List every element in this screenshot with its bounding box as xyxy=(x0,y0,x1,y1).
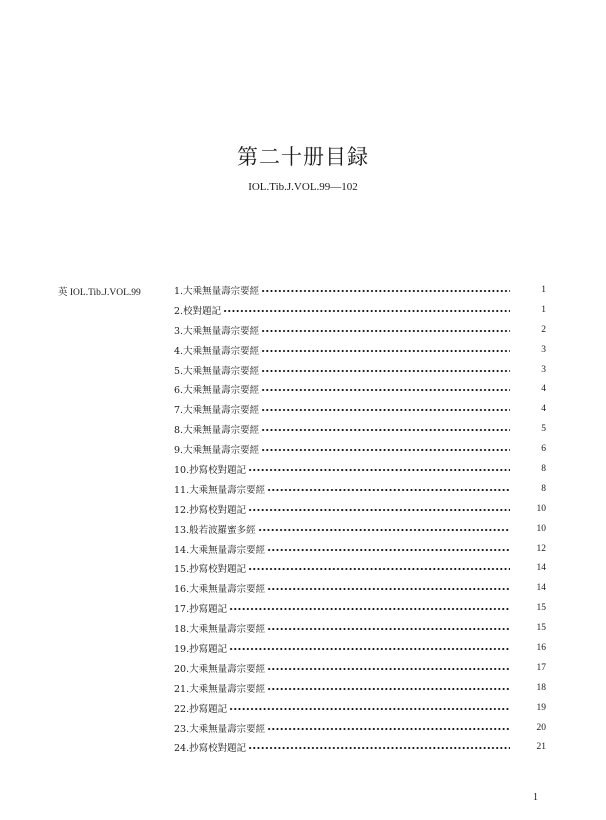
toc-entry-page: 1 xyxy=(541,284,546,295)
toc-entry[interactable] xyxy=(174,320,546,340)
dot-leader xyxy=(267,588,510,590)
toc-entry[interactable] xyxy=(174,698,546,718)
toc-entry[interactable] xyxy=(174,340,546,360)
toc-entry-title: 3.大乘無量壽宗要經 xyxy=(174,325,260,337)
toc-entry-title: 9.大乘無量壽宗要經 xyxy=(174,445,260,457)
dot-leader xyxy=(261,290,510,292)
toc-entry-page: 6 xyxy=(541,444,546,455)
toc-entry-title: 12.抄寫校對題記 xyxy=(174,504,247,516)
dot-leader xyxy=(248,747,510,749)
toc-entry-page: 14 xyxy=(536,563,546,574)
toc-entry[interactable] xyxy=(174,300,546,320)
dot-leader xyxy=(261,429,510,431)
toc-entry-page: 10 xyxy=(536,503,546,514)
toc-entry-page: 15 xyxy=(536,603,546,614)
dot-leader xyxy=(267,489,510,491)
dot-leader xyxy=(261,370,510,372)
toc-entry-title: 16.大乘無量壽宗要經 xyxy=(174,584,266,596)
table-of-contents xyxy=(174,280,546,757)
toc-entry-page: 17 xyxy=(536,662,546,673)
toc-entry-title: 6.大乘無量壽宗要經 xyxy=(174,385,260,397)
toc-entry-title: 15.抄寫校對題記 xyxy=(174,564,247,576)
toc-entry-title: 10.抄寫校對題記 xyxy=(174,464,247,476)
toc-entry-title: 21.大乘無量壽宗要經 xyxy=(174,683,266,695)
toc-entry[interactable] xyxy=(174,598,546,618)
toc-entry-title: 19.抄寫題記 xyxy=(174,643,228,655)
dot-leader xyxy=(229,648,510,650)
dot-leader xyxy=(261,350,510,352)
toc-entry-title: 2.校對題記 xyxy=(174,305,222,317)
toc-entry-title: 8.大乘無量壽宗要經 xyxy=(174,425,260,437)
toc-entry-title: 1.大乘無量壽宗要經 xyxy=(174,285,260,297)
toc-entry[interactable] xyxy=(174,379,546,399)
page-subtitle: IOL.Tib.J.VOL.99—102 xyxy=(248,181,358,193)
toc-entry[interactable] xyxy=(174,499,546,519)
toc-entry[interactable] xyxy=(174,459,546,479)
toc-entry[interactable] xyxy=(174,658,546,678)
page-title: 第二十册目録 xyxy=(237,145,369,169)
toc-entry[interactable] xyxy=(174,558,546,578)
dot-leader xyxy=(229,708,510,710)
toc-entry-title: 20.大乘無量壽宗要經 xyxy=(174,663,266,675)
dot-leader xyxy=(267,628,510,630)
toc-entry-page: 4 xyxy=(541,404,546,415)
dot-leader xyxy=(267,728,510,730)
dot-leader xyxy=(223,310,510,312)
toc-entry-page: 14 xyxy=(536,583,546,594)
toc-entry-page: 20 xyxy=(536,722,546,733)
toc-entry-page: 5 xyxy=(541,424,546,435)
section-label: 英 IOL.Tib.J.VOL.99 xyxy=(58,288,141,298)
toc-entry-page: 12 xyxy=(536,543,546,554)
dot-leader xyxy=(261,409,510,411)
dot-leader xyxy=(261,330,510,332)
toc-entry[interactable] xyxy=(174,578,546,598)
toc-entry[interactable] xyxy=(174,479,546,499)
toc-entry-page: 15 xyxy=(536,623,546,634)
toc-entry-title: 7.大乘無量壽宗要經 xyxy=(174,405,260,417)
toc-entry-title: 24.抄寫校對題記 xyxy=(174,743,247,755)
toc-entry-page: 21 xyxy=(536,742,546,753)
dot-leader xyxy=(267,549,510,551)
toc-entry[interactable] xyxy=(174,718,546,738)
toc-entry[interactable] xyxy=(174,519,546,539)
dot-leader xyxy=(258,529,510,531)
dot-leader xyxy=(248,469,510,471)
toc-entry-title: 5.大乘無量壽宗要經 xyxy=(174,365,260,377)
toc-entry[interactable] xyxy=(174,539,546,559)
toc-entry[interactable] xyxy=(174,360,546,380)
toc-entry-title: 14.大乘無量壽宗要經 xyxy=(174,544,266,556)
dot-leader xyxy=(261,449,510,451)
toc-entry-page: 19 xyxy=(536,702,546,713)
toc-entry-page: 3 xyxy=(541,344,546,355)
dot-leader xyxy=(261,389,510,391)
toc-entry-page: 8 xyxy=(541,483,546,494)
dot-leader xyxy=(248,568,510,570)
toc-entry-title: 18.大乘無量壽宗要經 xyxy=(174,624,266,636)
toc-entry[interactable] xyxy=(174,638,546,658)
toc-entry-page: 18 xyxy=(536,682,546,693)
dot-leader xyxy=(229,608,510,610)
toc-entry-title: 4.大乘無量壽宗要經 xyxy=(174,345,260,357)
dot-leader xyxy=(267,688,510,690)
toc-entry-page: 10 xyxy=(536,523,546,534)
toc-entry-title: 11.大乘無量壽宗要經 xyxy=(174,484,266,496)
toc-entry[interactable] xyxy=(174,439,546,459)
toc-entry-page: 8 xyxy=(541,463,546,474)
toc-entry-page: 1 xyxy=(541,304,546,315)
toc-entry-title: 22.抄寫題記 xyxy=(174,703,228,715)
toc-entry-page: 3 xyxy=(541,364,546,375)
toc-entry[interactable] xyxy=(174,737,546,757)
dot-leader xyxy=(248,509,510,511)
toc-entry-title: 17.抄寫題記 xyxy=(174,604,228,616)
toc-entry[interactable] xyxy=(174,618,546,638)
toc-entry-page: 16 xyxy=(536,642,546,653)
toc-entry[interactable] xyxy=(174,399,546,419)
toc-entry-page: 4 xyxy=(541,384,546,395)
dot-leader xyxy=(267,668,510,670)
toc-entry-title: 23.大乘無量壽宗要經 xyxy=(174,723,266,735)
toc-entry-title: 13.般若波羅蜜多經 xyxy=(174,524,256,536)
toc-entry[interactable] xyxy=(174,419,546,439)
toc-entry-page: 2 xyxy=(541,324,546,335)
toc-entry[interactable] xyxy=(174,678,546,698)
toc-entry[interactable] xyxy=(174,280,546,300)
page-number: 1 xyxy=(533,792,538,803)
